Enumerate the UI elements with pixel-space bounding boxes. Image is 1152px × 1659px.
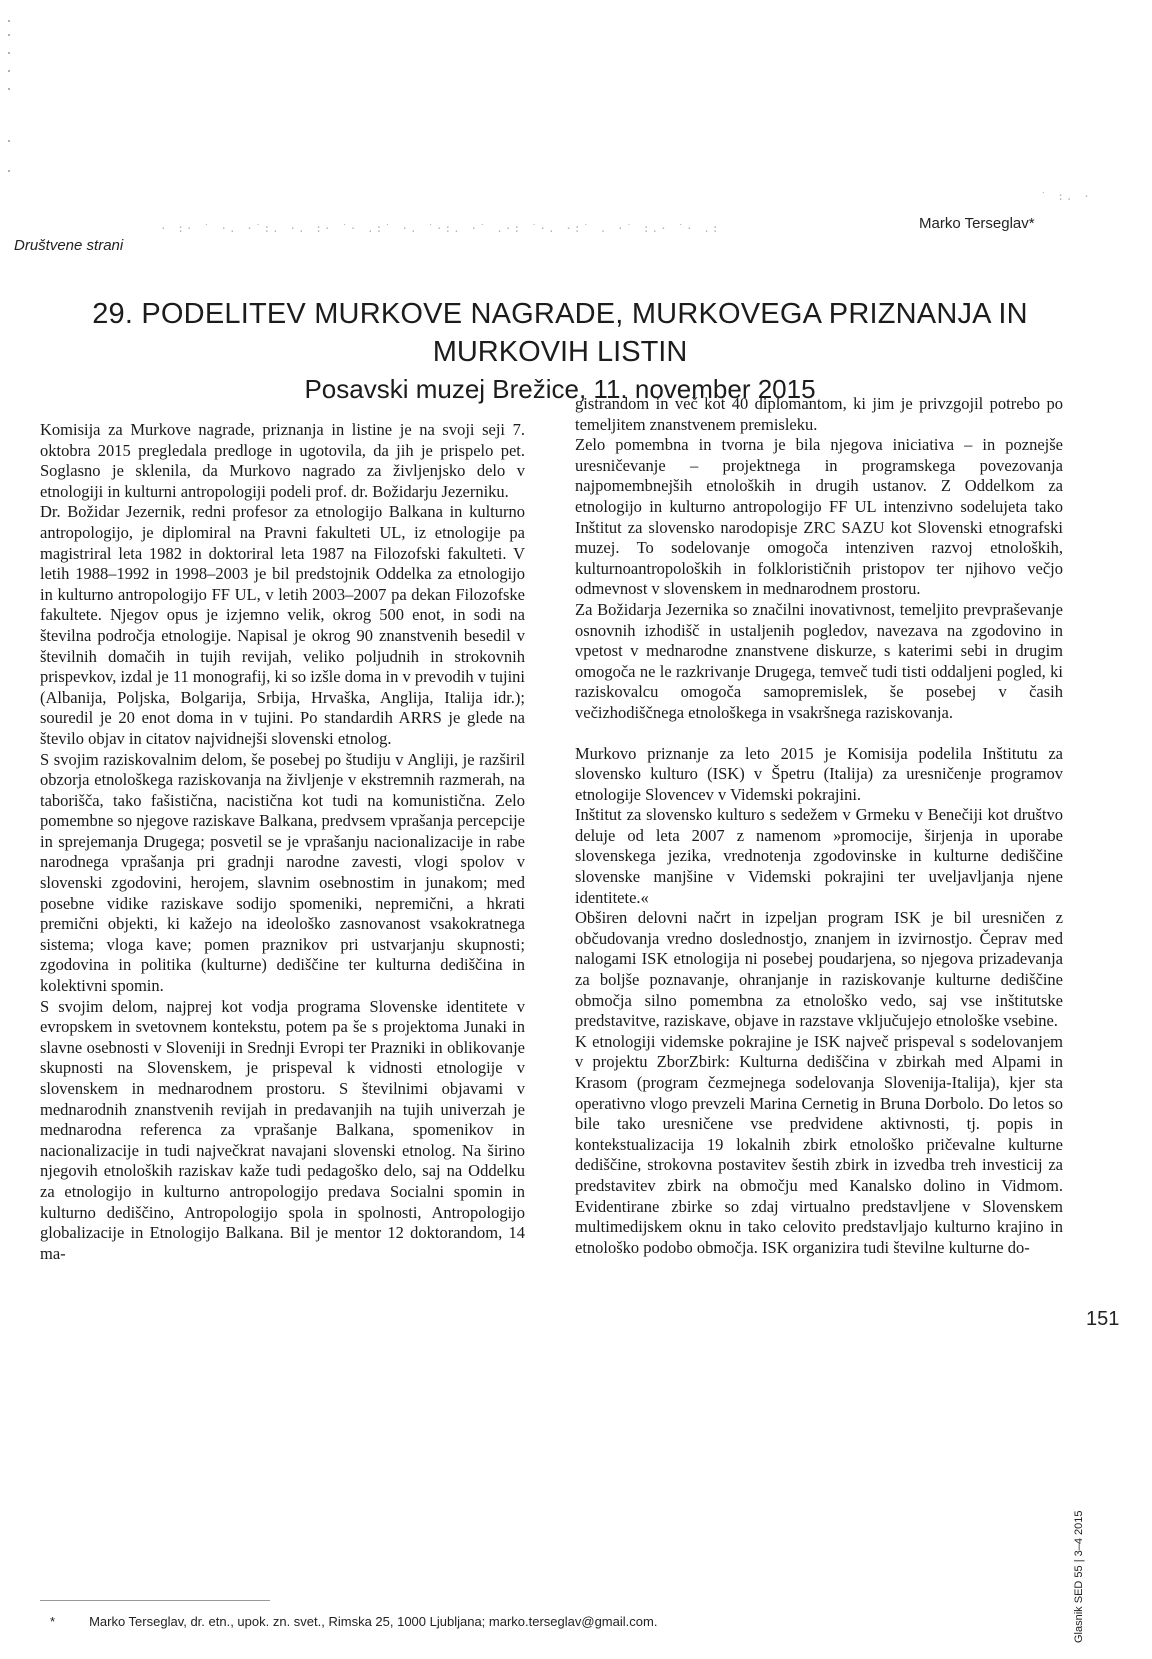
journal-reference-text: Glasnik SED 55 | 3–4 2015 [1073, 1510, 1085, 1643]
author-name: Marko Terseglav* [919, 215, 1035, 232]
footnote-text: Marko Terseglav, dr. etn., upok. zn. svet., Rimska 25, 1000 Ljubljana; marko.terseglav@gmail.com. [89, 1614, 658, 1629]
paragraph: S svojim delom, najprej kot vodja programa Slovenske identitete v evropskem in svetovnem kontekstu, potem pa še s projektoma Junaki in slavne osebnosti v Sloveniji in Srednji Evropi ter Prazniki in oblikovanje skupnosti na Slovenskem, je prispeval k vidnosti etnologije v slovenskem in mednarodnem prostoru. S številnimi objavami v mednarodnih znanstvenih revijah in predavanjih na tujih univerzah je mednarodna referenca za vprašanje Balkana, spomenikov in nacionalizacije in tudi največkrat navajani slovenski etnolog. Na širino njegovih etnoloških raziskav kaže tudi pedagoško delo, saj na Oddelku za etnologijo in kulturno antropologijo predava Socialni spomin in kulturno dediščino, Antropologijo spola in spolnosti, Antropologijo globalizacije in Etnologijo Balkana. Bil je mentor 12 doktorandom, 14 ma- [40, 996, 525, 1263]
left-column [40, 420, 525, 1264]
paragraph: Komisija za Murkove nagrade, priznanja in listine je na svoji seji 7. oktobra 2015 pregledala predloge in ugotovila, da jih je prispelo pet. Soglasno je sklenila, da Murkovo nagrado za življenjsko delo v etnologiji in kulturni antropologiji podeli prof. dr. Božidarju Jezerniku. [40, 420, 525, 501]
paragraph: Obširen delovni načrt in izpeljan program ISK je bil uresničen z občudovanja vredno doslednostjo, znanjem in izvirnostjo. Čeprav med nalogami ISK etnologija ni posebej poudarjena, so njegova prizadevanja za boljše poznavanje, ohranjanje in raziskovanje kulturne dediščine območja silno pomembna za etnološko vedo, saj vse inštitutske predstavitve, raziskave, objave in razstave vključujejo etnološke vsebine. [575, 908, 1063, 1031]
footnote-mark: * [50, 1614, 56, 1629]
right-column [575, 394, 1063, 1258]
scan-noise: ˙ :. · [1040, 190, 1092, 203]
paragraph: K etnologiji videmske pokrajine je ISK največ prispeval s sodelovanjem v projektu ZborZbirk: Kulturna dediščina v zbirkah med Alpami in Krasom (program čezmejnega sodelovanja Slovenija-Italija), kjer sta operativno vlogo prevzeli Marina Cernetig in Bruna Dorbolo. Do letos so bile tako uresničene vse predvidene aktivnosti, tj. popis in kontekstualizacija 19 lokalnih zbirk etnološko pričevalne kulturne dediščine, strokovna postavitev šestih zbirk in izvedba treh investicij za predstavitev zbirk na območju med Kanalsko dolino in Vidmom. Evidentirane zbirke so zdaj virtualno predstavljene v Slovenskem multimedijskem oknu in tako celovito predstavljajo kulturno krajino in etnološko podobo območja. ISK organizira tudi številne kulturne do- [575, 1031, 1063, 1257]
paragraph: Zelo pomembna in tvorna je bila njegova iniciativa – in poznejše uresničevanje – projektnega in programskega povezovanja najpomembnejših etnoloških in drugih ustanov. Z Oddelkom za etnologijo in kulturno antropologijo FF UL intenzivno sodelujeta tako Inštitut za slovensko narodopisje ZRC SAZU kot Slovenski etnografski muzej. To sodelovanje omogoča intenziven razvoj etnoloških, kulturnoantropoloških in folklorističnih pristopov ter njihovo večjo odmevnost v slovenskem in mednarodnem prostoru. [575, 435, 1063, 599]
paragraph: S svojim raziskovalnim delom, še posebej po študiju v Angliji, je razširil obzorja etnološkega raziskovanja na življenje v ekstremnih razmerah, na taborišča, tako fašistična, nacistična kot tudi na komunistična. Zelo pomembne so njegove raziskave Balkana, predvsem vprašanja percepcije in sprejemanja Drugega; posvetil se je vprašanju nacionalizacije in rabe narodnega vprašanja pri gradnji narodne zavesti, vlogi spolov v slovenski zgodovini, herojem, slavnim osebnostim in junakom; med posebne vidike raziskave sodijo spomeniki, nepremični, a hkrati premični objekti, ki kažejo na ideološko zasnovanost vsakokratnega sistema; vloga kave; pomen praznikov pri ustvarjanju skupnosti; zgodovina in politika (kulturne) dediščine ter kulturna dediščina in kolektivni spomin. [40, 749, 525, 996]
footnote [50, 1614, 950, 1629]
page-number: 151 [1086, 1308, 1120, 1330]
section-label: Društvene strani [14, 237, 124, 254]
paragraph: Inštitut za slovensko kulturo s sedežem v Grmeku v Benečiji kot društvo deluje od leta 2007 z namenom »promocije, širjenja in uporabe slovenskega jezika, vrednotenja zgodovinske in kulturne dediščine slovenske manjšine v Videmski pokrajini ter uveljavljanja njene identitete.« [575, 805, 1063, 907]
paragraph: Murkovo priznanje za leto 2015 je Komisija podelila Inštitutu za slovensko kulturo (ISK) v Špetru (Italija) za uresničenje programov etnologije Slovencev v Videmski pokrajini. [575, 743, 1063, 804]
scan-noise: · :· ˙ ·. ·˙:. ·. :· ˙· .:˙ ·. ˙·:. ·˙ .·: ˙·. ·:˙ . ·˙ :.· ˙· .: [160, 222, 721, 235]
article-subtitle: Posavski muzej Brežice, 11. november 2015 [304, 374, 816, 404]
footnote-rule [40, 1600, 270, 1601]
paragraph: Za Božidarja Jezernika so značilni inovativnost, temeljito prevpraševanje osnovnih izhodišč in ustaljenih pogledov, navezava na zgodovino in vpetost v mednarodne znanstvene diskurze, s katerimi sebi in drugim omogoča ne le razkrivanje Drugega, temveč tudi tisti oddaljeni pogled, ki raziskovalcu omogoča samopremislek, še posebej v časih večizhodiščnega etnološkega in vsakršnega raziskovanja. [575, 599, 1063, 722]
article-title-line-2: MURKOVIH LISTIN [432, 336, 688, 368]
scan-edge-marks [2, 0, 16, 200]
paragraph: Dr. Božidar Jezernik, redni profesor za etnologijo Balkana in kulturno antropologijo, je diplomiral na Pravni fakulteti UL, iz etnologije pa magistriral leta 1982 in doktoriral leta 1987 na Filozofski fakulteti. V letih 1988–1992 in 1998–2003 je bil predstojnik Oddelka za etnologijo in kulturno antropologijo FF UL, v letih 2003–2007 pa dekan Filozofske fakultete. Njegov opus je izjemno velik, okrog 500 enot, in sodi na številna področja etnologije. Napisal je okrog 90 znanstvenih besedil v številnih domačih in tujih revijah, veliko poljudnih in strokovnih prispevkov, izdal je 11 monografij, ki so izšle doma in v prevodih v tujini (Albanija, Poljska, Bolgarija, Srbija, Hrvaška, Anglija, Italija idr.); souredil je 20 enot doma in v tujini. Po standardih ARRS je glede na število objav in citatov najvidnejši slovenski etnolog. [40, 502, 525, 748]
paragraph: gistrandom in več kot 40 diplomantom, ki jim je privzgojil potrebo po temeljitem znanstvenem premisleku. [575, 394, 1063, 434]
journal-reference [1073, 1510, 1093, 1645]
article-title-line-1: 29. PODELITEV MURKOVE NAGRADE, MURKOVEGA PRIZNANJA IN [92, 298, 1028, 330]
